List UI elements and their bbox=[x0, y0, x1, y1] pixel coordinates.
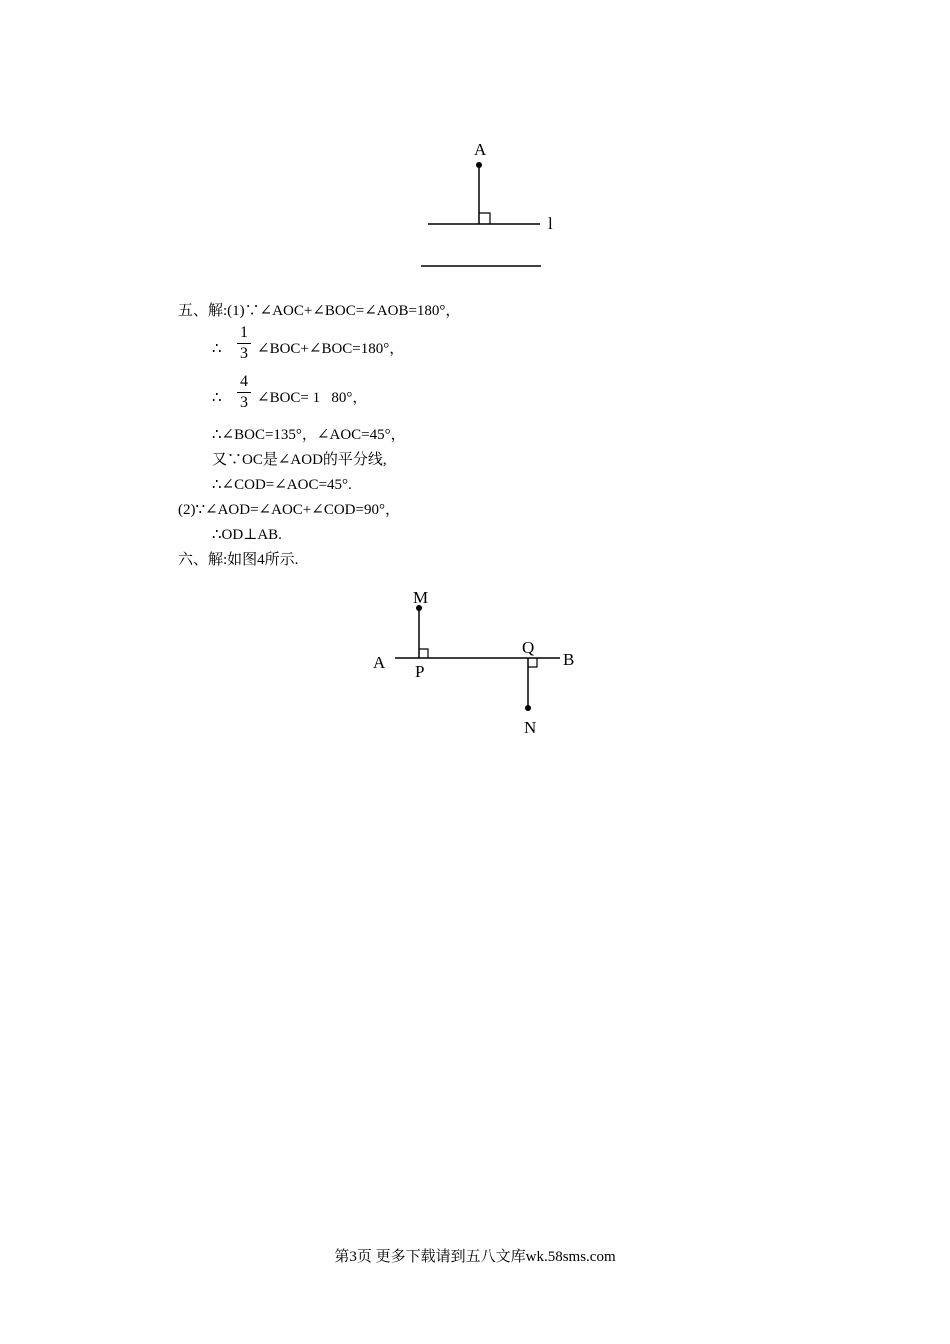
therefore-symbol: ∴ bbox=[212, 341, 222, 357]
solution-part-6: 六、解:如图4所示. bbox=[178, 552, 299, 568]
solution-line-8: ∴OD⊥AB. bbox=[212, 527, 282, 543]
fraction-bar bbox=[237, 392, 251, 393]
solution-line-5: 又∵OC是∠AOD的平分线, bbox=[212, 452, 387, 468]
solution-line-2: ∠BOC+∠BOC=180°， bbox=[257, 341, 405, 357]
point-p-label: P bbox=[415, 662, 425, 681]
solution-line-7: (2)∵∠AOD=∠AOC+∠COD=90°， bbox=[178, 502, 400, 518]
point-n-label: N bbox=[524, 718, 537, 737]
right-angle-mark bbox=[479, 213, 490, 224]
point-q-label: Q bbox=[522, 638, 535, 657]
fraction-bar bbox=[237, 343, 251, 344]
line-l-label: l bbox=[548, 214, 553, 233]
point-a-label: A bbox=[373, 653, 386, 672]
solution-line-6: ∴∠COD=∠AOC=45°. bbox=[212, 477, 352, 493]
fraction-numerator: 1 bbox=[240, 324, 248, 341]
figure4-drawing bbox=[0, 580, 950, 750]
solution-line-4: ∴∠BOC=135°，∠AOC=45°， bbox=[212, 427, 406, 443]
point-a-dot bbox=[476, 162, 482, 168]
point-a-label: A bbox=[474, 140, 487, 159]
fraction-four-thirds bbox=[237, 373, 251, 412]
fraction-numerator: 4 bbox=[240, 373, 248, 390]
right-angle-mark-p bbox=[419, 649, 428, 658]
fraction-denominator: 3 bbox=[240, 345, 248, 362]
solution-line-3: ∠BOC= 1 80°， bbox=[257, 390, 368, 406]
right-angle-mark-q bbox=[528, 658, 537, 667]
solution-line-1: 五、解:(1)∵∠AOC+∠BOC=∠AOB=180°， bbox=[178, 303, 461, 319]
page-footer: 第3页 更多下载请到五八文库wk.58sms.com bbox=[334, 1249, 616, 1265]
therefore-symbol: ∴ bbox=[212, 390, 222, 406]
fraction-one-third bbox=[237, 324, 251, 363]
point-m-label: M bbox=[413, 588, 429, 607]
point-b-label: B bbox=[563, 650, 575, 669]
point-n-dot bbox=[525, 705, 531, 711]
fraction-denominator: 3 bbox=[240, 394, 248, 411]
